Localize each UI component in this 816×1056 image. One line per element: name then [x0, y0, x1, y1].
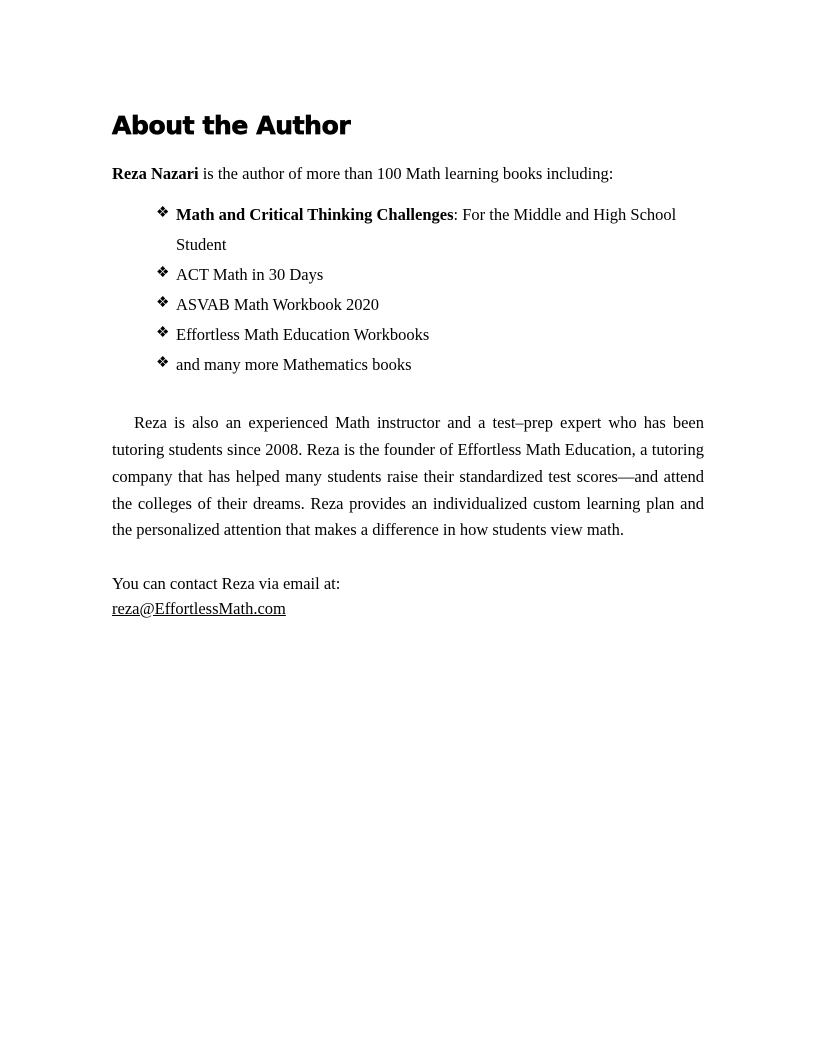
author-intro-line	[112, 162, 704, 187]
author-intro-rest: is the author of more than 100 Math learning books including:	[198, 163, 614, 183]
page-content	[112, 112, 704, 619]
diamond-bullet-icon: ❖	[156, 295, 170, 312]
diamond-bullet-icon: ❖	[156, 355, 170, 372]
page-title: About the Author	[112, 111, 351, 140]
author-name: Reza Nazari	[112, 163, 199, 183]
book-title-rest: ACT Math in 30 Days	[176, 265, 324, 285]
list-item	[112, 350, 704, 380]
author-email-link[interactable]: reza@EffortlessMath.com	[112, 598, 286, 618]
diamond-bullet-icon: ❖	[156, 265, 170, 282]
book-list	[112, 200, 704, 380]
diamond-bullet-icon: ❖	[156, 205, 170, 222]
book-title-strong: Math and Critical Thinking Challenges	[176, 205, 454, 225]
list-item	[112, 290, 704, 320]
book-title-rest: : For the Middle and High School Student	[176, 205, 677, 255]
book-title-rest: and many more Mathematics books	[176, 355, 412, 375]
book-title-rest: Effortless Math Education Workbooks	[176, 325, 430, 345]
bio-paragraph: Reza is also an experienced Math instructor and a test–prep expert who has been tutoring students since 2008. Reza is the founder of Effortless Math Education, a tutoring company that has helped many students raise their standardized test scores––and attend the colleges of their dreams. Reza provides an individualized custom learning plan and the personalized attention that makes a difference in how students view math.	[112, 413, 704, 540]
list-item	[112, 320, 704, 350]
diamond-bullet-icon: ❖	[156, 325, 170, 342]
contact-line: You can contact Reza via email at:	[112, 573, 341, 593]
book-title-rest: ASVAB Math Workbook 2020	[176, 295, 379, 315]
list-item	[112, 200, 704, 260]
list-item	[112, 260, 704, 290]
